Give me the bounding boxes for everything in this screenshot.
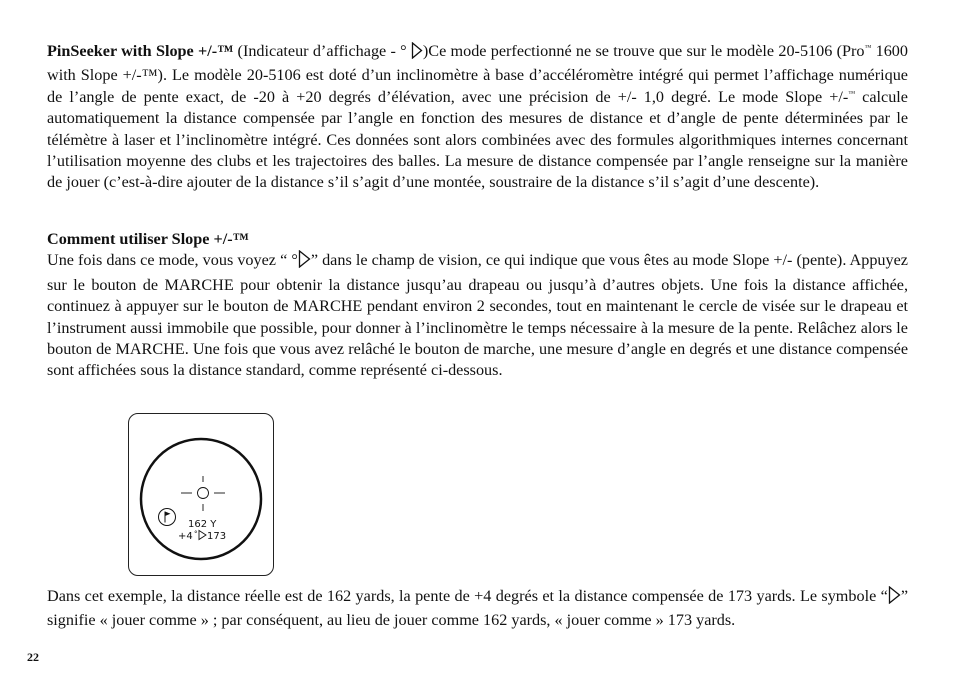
- play-as-symbol: [199, 531, 206, 540]
- play-as-icon: [411, 42, 423, 65]
- compensated-readout: 173: [207, 531, 227, 542]
- flag-icon: [159, 509, 176, 526]
- distance-readout: 162 Y: [188, 519, 217, 530]
- example-lead: Dans cet exemple, la distance réelle est de 162 yards, la pente de +4 degrés et la distance compensée de 173 yards. Le symbole “: [47, 587, 888, 605]
- trademark-mark-2: ™: [848, 89, 856, 98]
- pinseeker-paragraph: [47, 41, 908, 194]
- degree-symbol: °: [194, 530, 198, 538]
- indicator-close: ): [422, 42, 429, 60]
- page-number: 22: [27, 650, 39, 664]
- how-to-lead: Une fois dans ce mode, vous voyez “ °: [47, 251, 298, 270]
- example-paragraph: [47, 586, 908, 632]
- pinseeker-title: PinSeeker with Slope +/-™: [47, 42, 234, 60]
- pinseeker-body: calcule automatiquement la distance compensée par l’angle en fonction des mesures de distance et d’angle de pente déterminées par le télémètre à laser et l’inclinomètre intégré. Ces données sont alors combinées avec des formules algorithmiques internes concernant l’utilisation moyenne des clubs et les trajectoires des balles. La mesure de distance compensée par l’angle renseigne sur la manière de jouer (c’est-à-dire ajouter de la distance s’il s’agit d’une montée, soustraire de la distance s’il s’agit d’une descente).: [47, 87, 908, 192]
- viewfinder-circle: [141, 439, 261, 559]
- rangefinder-viewfinder: [129, 414, 275, 577]
- aiming-circle: [198, 488, 209, 499]
- rangefinder-display-figure: [128, 413, 274, 576]
- pinseeker-intro: Ce mode perfectionné ne se trouve que sur le modèle 20-5106 (Pro: [428, 42, 865, 60]
- play-as-icon-2: [298, 250, 311, 274]
- angle-readout: +4: [178, 531, 193, 542]
- example-body: ” signifie « jouer comme » ; par conséquent, au lieu de jouer comme 162 yards, « jouer comme » 173 yards.: [47, 587, 908, 630]
- how-to-title: Comment utiliser Slope +/-™: [47, 230, 249, 248]
- indicator-open: (Indicateur d’affichage - °: [233, 42, 411, 60]
- pinseeker-model: 1600 with Slope +/-™). Le modèle 20-5106 est doté d’un inclinomètre à base d’accéléromètre intégré qui permet l’affichage numérique de l’angle de pente exact, de -20 à +20 degrés d’élévation, avec une précision de +/- 1,0 degré. Le mode Slope +/-: [47, 42, 908, 106]
- trademark-mark: ™: [864, 43, 872, 52]
- how-to-paragraph: [47, 229, 908, 382]
- how-to-body: ” dans le champ de vision, ce qui indique que vous êtes au mode Slope +/- (pente). Appuyez sur le bouton de MARCHE pour obtenir la distance jusqu’au drapeau ou jusqu’à d’autres objets. Une fois la distance affichée, continuez à appuyer sur le bouton de MARCHE pendant environ 2 secondes, tout en maintenant le cercle de visée sur le drapeau et l’instrument aussi immobile que possible, pour donner à l’inclinomètre le temps nécessaire à la mesure de la pente. Relâchez alors le bouton de MARCHE. Une fois que vous avez relâché le bouton de marche, une mesure d’angle en degrés et une distance compensée sont affichées sous la distance standard, comme représenté ci-dessous.: [47, 251, 908, 380]
- play-as-icon-3: [888, 586, 901, 610]
